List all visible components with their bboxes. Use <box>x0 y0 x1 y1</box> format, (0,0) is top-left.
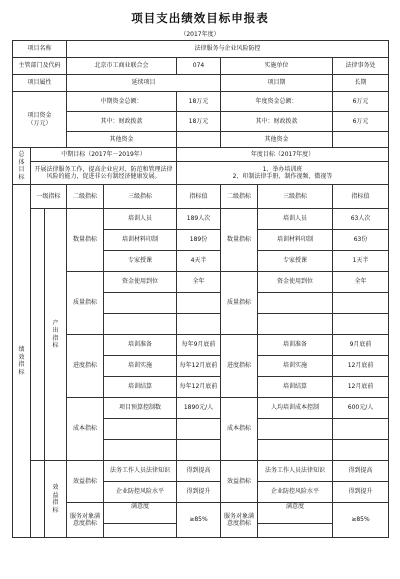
year-progress-name: 培训结算 <box>258 377 333 398</box>
row-progress-1 <box>13 335 389 356</box>
row-project-name <box>13 41 389 58</box>
mid-quantity-name: 培训材料印制 <box>104 230 177 251</box>
row-benefit-1 <box>13 461 389 482</box>
mid-progress-value: 每年9月底前 <box>177 335 221 356</box>
mid-fiscal-value: 18万元 <box>177 112 221 132</box>
row-attribute <box>13 75 389 92</box>
department-label: 主管部门及代码 <box>13 58 67 75</box>
mid-cost-category: 成本指标 <box>67 398 104 461</box>
year-benefit-category: 效益指标 <box>221 461 258 503</box>
mid-benefit-category: 效益指标 <box>67 461 104 503</box>
year-other-label: 其他资金 <box>221 132 333 148</box>
mid-quality-category: 质量指标 <box>67 272 104 335</box>
mid-quantity-name: 培训人员 <box>104 209 177 230</box>
year-quantity-name: 培训材料印制 <box>258 230 333 251</box>
year-quantity-category: 数量指标 <box>221 209 258 272</box>
year-benefit-name: 法务工作人员法律知识 <box>258 461 333 482</box>
project-attribute-value: 延续项目 <box>67 75 221 92</box>
year-quantity-value: 63人次 <box>333 209 389 230</box>
year-quantity-value: 63份 <box>333 230 389 251</box>
mid-other-label: 其他资金 <box>67 132 177 148</box>
year-progress-value: 12月底前 <box>333 356 389 377</box>
mid-quality-name: 资金使用到位 <box>104 272 177 293</box>
year-goal-header: 年度目标（2017年度） <box>177 148 389 162</box>
row-cost-1 <box>13 398 389 419</box>
mid-total-value: 18万元 <box>177 92 221 112</box>
year-quantity-name: 培训人员 <box>258 209 333 230</box>
year-value-header: 指标值 <box>333 185 389 209</box>
mid-progress-category: 进度指标 <box>67 335 104 398</box>
year-other-value <box>333 132 389 148</box>
row-quality-1 <box>13 272 389 293</box>
row-goal-headers <box>13 148 389 162</box>
mid-satisfaction-value: ≥85% <box>177 503 221 538</box>
row-quantity-1 <box>13 209 389 230</box>
effect-indicator-label: 效益指标 <box>45 461 67 538</box>
year-progress-name: 培训准备 <box>258 335 333 356</box>
mid-progress-value: 每年12月底前 <box>177 377 221 398</box>
year-satisfaction-name: 满意度 <box>258 503 333 524</box>
year-quality-category: 质量指标 <box>221 272 258 335</box>
mid-progress-name: 培训结算 <box>104 377 177 398</box>
year-progress-category: 进度指标 <box>221 335 258 398</box>
project-name-value: 法律服务与企业风险防控 <box>67 41 389 58</box>
mid-other-value <box>177 132 221 148</box>
overall-goal-label: 总体目标 <box>13 148 31 185</box>
year-level3-header: 三级指标 <box>258 185 333 209</box>
mid-benefit-value: 得到提高 <box>177 461 221 482</box>
project-funds-label: 项目资金 （万元） <box>13 92 67 148</box>
mid-goal-header: 中期目标（2017年－2019年） <box>31 148 177 162</box>
year-total-label: 年度资金总额： <box>221 92 333 112</box>
mid-progress-name: 培训实施 <box>104 356 177 377</box>
row-goal-text <box>13 162 389 185</box>
mid-quantity-value: 189份 <box>177 230 221 251</box>
row-department <box>13 58 389 75</box>
mid-progress-value: 每年12月底前 <box>177 356 221 377</box>
mid-satisfaction-category: 服务对象满意度指标 <box>67 503 104 538</box>
year-progress-value: 9月底前 <box>333 335 389 356</box>
row-funds-other <box>13 132 389 148</box>
mid-fiscal-label: 其中：财政拨款 <box>67 112 177 132</box>
mid-benefit-value: 得到提升 <box>177 482 221 503</box>
row-funds-total <box>13 92 389 112</box>
year-quality-value: 全年 <box>333 272 389 293</box>
performance-indicator-label: 绩效指标 <box>13 185 31 538</box>
row-funds-fiscal <box>13 112 389 132</box>
mid-cost-value: 1890元/人 <box>177 398 221 419</box>
mid-level3-header: 三级指标 <box>104 185 177 209</box>
row-indicator-headers <box>13 185 389 209</box>
mid-quantity-value: 4天半 <box>177 251 221 272</box>
year-benefit-value: 得到提升 <box>333 482 389 503</box>
mid-satisfaction-name: 满意度 <box>104 503 177 524</box>
form-year: （2017年度） <box>180 31 220 38</box>
year-goal-text: 1、举办培训班 2、印制法律手册、制作视频、微视等 <box>177 162 389 185</box>
mid-progress-name: 培训准备 <box>104 335 177 356</box>
year-level2-header: 二级指标 <box>221 185 258 209</box>
year-cost-name: 人均培训成本控制 <box>258 398 333 419</box>
implementing-unit-label: 实施单位 <box>221 58 333 75</box>
output-indicator-label: 产出指标 <box>45 209 67 461</box>
year-cost-category: 成本指标 <box>221 398 258 461</box>
department-code: 074 <box>177 58 221 75</box>
mid-quantity-category: 数量指标 <box>67 209 104 272</box>
mid-goal-text: 开展法律服务工作，提高企业应对、防范和管理法律风险的能力，促进非公有制经济健康发展。 <box>31 162 177 185</box>
implementing-unit-value: 法律事务处 <box>333 58 389 75</box>
year-satisfaction-value: ≥85% <box>333 503 389 538</box>
year-satisfaction-category: 服务对象满意度指标 <box>221 503 258 538</box>
year-benefit-value: 得到提高 <box>333 461 389 482</box>
year-quantity-value: 1天半 <box>333 251 389 272</box>
year-quantity-name: 专家授课 <box>258 251 333 272</box>
year-fiscal-value: 6万元 <box>333 112 389 132</box>
mid-benefit-name: 企业防控风险水平 <box>104 482 177 503</box>
mid-quantity-name: 专家授课 <box>104 251 177 272</box>
project-name-label: 项目名称 <box>13 41 67 58</box>
form-title: 项目支出绩效目标申报表 <box>131 11 269 25</box>
mid-value-header: 指标值 <box>177 185 221 209</box>
project-period-value: 长期 <box>333 75 389 92</box>
mid-level2-header: 二级指标 <box>67 185 104 209</box>
department-value: 北京市工商业联合会 <box>67 58 177 75</box>
year-progress-name: 培训实施 <box>258 356 333 377</box>
year-progress-value: 12月底前 <box>333 377 389 398</box>
performance-target-table <box>12 40 389 538</box>
row-satisfaction-1 <box>13 503 389 524</box>
year-cost-value: 600元/人 <box>333 398 389 419</box>
mid-cost-name: 项目预算控制数 <box>104 398 177 419</box>
mid-quantity-value: 189人次 <box>177 209 221 230</box>
year-benefit-name: 企业防控风险水平 <box>258 482 333 503</box>
year-total-value: 6万元 <box>333 92 389 112</box>
project-attribute-label: 项目属性 <box>13 75 67 92</box>
mid-total-label: 中期资金总额： <box>67 92 177 112</box>
year-fiscal-label: 其中：财政拨款 <box>221 112 333 132</box>
level1-header: 一级指标 <box>31 185 67 209</box>
mid-benefit-name: 法务工作人员法律知识 <box>104 461 177 482</box>
year-quality-name: 资金使用到位 <box>258 272 333 293</box>
project-period-label: 项目期 <box>221 75 333 92</box>
mid-quality-value: 全年 <box>177 272 221 293</box>
